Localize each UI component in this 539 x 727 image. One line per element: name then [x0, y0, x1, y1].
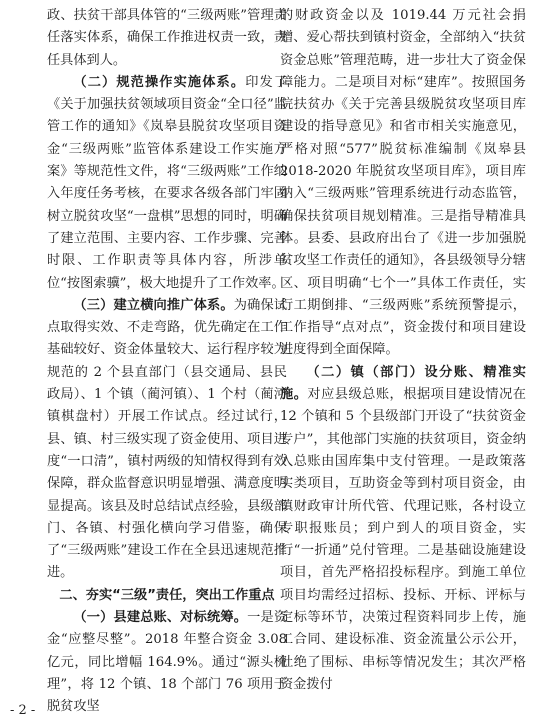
paragraph-body: 印发了《关于加强扶贫领域项目资金“全口径”监管工作的通知》《岚皋县脱贫攻坚项目资金“三级两账”监管体系建设工作实施方案》等规范性文件，将“三级两账”工作纳入年度任务考核，在要求各级各部门牢固树立脱贫攻坚“一盘棋”思想的同时，明确了建立范围、主要内容、工作步骤、完善时限、工作职责等具体内容，所涉单位“按图索骥”，极大地提升了工作效率。: [47, 74, 288, 291]
right-column: [280, 5, 526, 696]
right-paragraph-2: [280, 362, 526, 696]
left-column: [47, 5, 287, 719]
paragraph-body: 对应县级总账，根据项目建设情况在 12 个镇和 5 个县级部门开设了“扶贫资金专户”，其他部门实施的扶贫项目，资金纳入总账由国库集中支付管理。一是政策落实类项目，互助资金等到村项目资金，由镇财政审计所代管、代理记账，各村设立专职报账员；到户到人的项目资金，实行“一折通”兑付管理。二是基础设施建设项目，首先严格招投标程序。到施工单位项目均需经过招标、投标、开标、评标与定标等环节，决策过程资料同步上传，施工合同、建设标准、资金流量公示公开，杜绝了围标、串标等情况发生；其次严格资金拨付: [280, 387, 526, 692]
paragraph-body: 为确保试点取得实效、不走弯路，优先确定在工作基础较好、资金体量较大、运行程序较为规范的 2 个县直部门（县交通局、县民政局）、1 个镇（蔺河镇）、1 个村（蔺河镇棋盘村）开展工作试点。经过试行，县、镇、村三级实现了资金使用、项目进度“一口清”，镇村两级的知情权得到有效保障，群众监督意识明显增强、满意度明显提高。该县及时总结试点经验，县级部门、各镇、村强化横向学习借鉴，确保了“三级两账”建设工作在全县迅速规范推进。: [47, 297, 288, 581]
subheading-town-ledger: （二）镇（部门）设分账、精准实施。: [280, 364, 526, 403]
subheading-promotion: （三）建立横向推广体系。: [73, 297, 234, 313]
left-paragraph-3: [47, 295, 287, 585]
subheading-county-ledger: （一）县建总账、对标统筹。: [73, 610, 248, 626]
left-paragraph-1: 政、扶贫干部具体管的“三级两账”管理责任落实体系，确保工作推进权责一致，责任具体到人。: [47, 8, 287, 68]
paragraph-body: 一是资金“应整尽整”。2018 年整合资金 3.08 亿元，同比增幅 164.9%。通过“源头梳理”，将 12 个镇、18 个部门 76 项用于脱贫攻坚: [47, 610, 288, 715]
section-heading: 二、夯实“三级”责任，突出工作重点: [59, 587, 275, 603]
subheading-standardize: （二）规范操作实施体系。: [73, 74, 246, 90]
left-paragraph-2: [47, 72, 287, 295]
page-number: - 2 -: [10, 703, 36, 718]
left-paragraph-4: [47, 607, 287, 718]
right-paragraph-1: 的财政资金以及 1019.44 万元社会捐赠、爱心帮扶到镇村资金，全部纳入“扶贫资金总账”管理范畴，进一步壮大了资金保障能力。二是项目对标“建库”。按照国务院扶贫办《关于完善县级脱贫攻坚项目库建设的指导意见》和省市相关实施意见，严格对照“577”脱贫标准编制《岚皋县 2018-2020 年脱贫攻坚项目库》，项目库纳入“三级两账”管理系统进行动态监管，确保扶贫项目规划精准。三是指导精准具体。县委、县政府出台了《进一步加强脱贫攻坚工作责任的通知》，各县级领导分辖区、项目明确“七个一”具体工作责任，实行工期倒排、“三级两账”系统预警提示，工作指导“点对点”，资金拨付和项目建设进度得到全面保障。: [280, 8, 526, 358]
